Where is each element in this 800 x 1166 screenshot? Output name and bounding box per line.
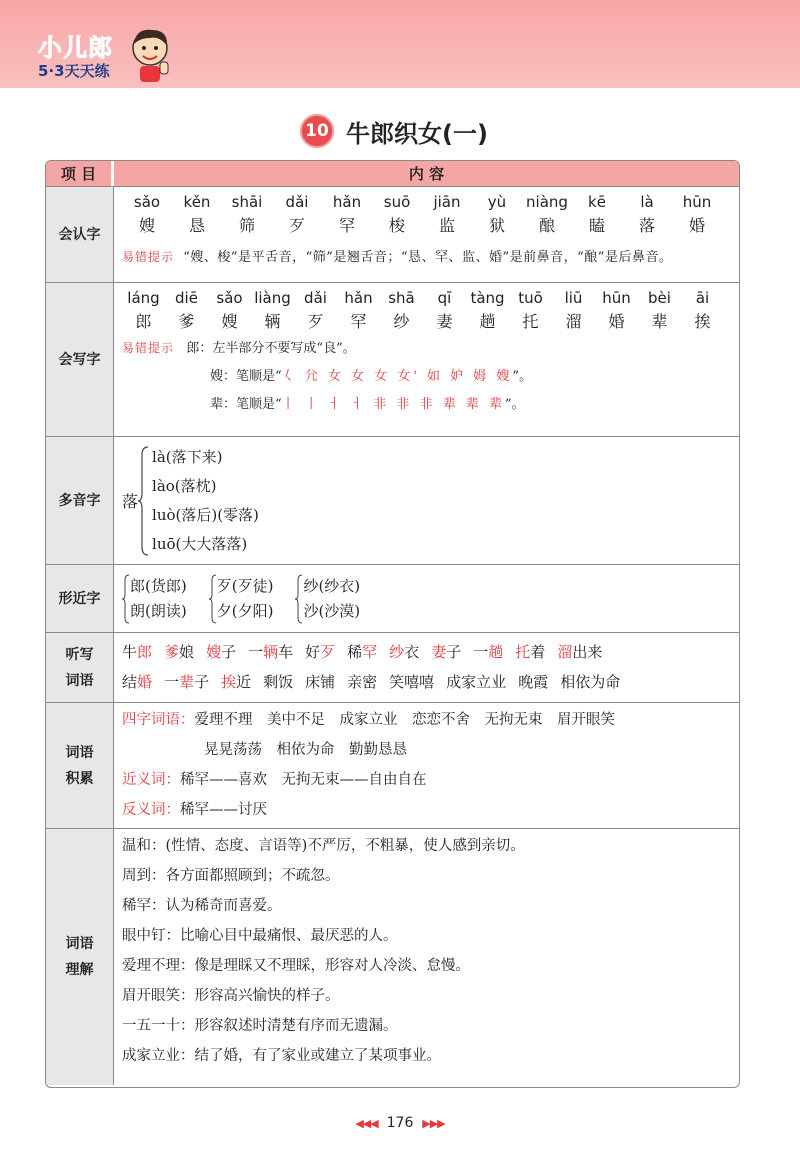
- definition-line: 温和：(性情、态度、言语等)不严厉，不粗暴，使人感到亲切。: [122, 838, 525, 854]
- label-line-1: 词语: [65, 744, 94, 761]
- reading-item: luō(大大落落): [152, 534, 248, 553]
- next-arrows-icon: ▶▶▶: [422, 1117, 445, 1130]
- table-header: [46, 161, 739, 187]
- similar-char-word: 夕(夕阳): [216, 601, 274, 620]
- hanzi-line: [122, 213, 731, 236]
- header-content: 内 容: [408, 165, 445, 183]
- hanzi: 歹: [288, 216, 305, 235]
- antonym-text: 稀罕——讨厌: [180, 802, 267, 818]
- row-content: [114, 703, 739, 828]
- row-content: [114, 829, 739, 1085]
- pinyin: sǎo: [133, 193, 161, 211]
- tip-label: 易错提示: [122, 250, 175, 264]
- row-jilei: [46, 703, 739, 829]
- dictation-word: 爹娘: [164, 643, 195, 661]
- page-footer: [0, 1115, 800, 1131]
- tip-2-suffix: ”。: [512, 369, 533, 384]
- hanzi: 婚: [688, 216, 705, 235]
- hanzi: 瞌: [588, 216, 605, 235]
- dictation-word: 妻子: [431, 643, 462, 661]
- hanzi: 梭: [388, 216, 405, 235]
- page-number: 176: [386, 1115, 414, 1131]
- pinyin: sǎo: [216, 289, 243, 307]
- lesson-number: 10: [300, 114, 334, 148]
- pinyin: tuō: [518, 289, 543, 307]
- pinyin: liàng: [254, 289, 291, 307]
- pinyin: niàng: [526, 193, 568, 211]
- stroke-order-bei: 丨 丨 ㅓ ㅓ 非 非 非 辈 辈 辈: [281, 397, 505, 412]
- synonym-label: 近义词：: [122, 772, 180, 788]
- similar-char-word: 纱(纱衣): [303, 576, 361, 595]
- hanzi: 酿: [538, 216, 555, 235]
- hanzi: 郎: [135, 312, 152, 331]
- row-label: 形近字: [46, 565, 114, 632]
- brand-logo: [34, 26, 174, 86]
- tip-3-prefix: 辈：笔顺是“: [210, 397, 282, 412]
- hanzi: 监: [438, 216, 455, 235]
- label-line-2: 理解: [65, 962, 94, 978]
- pinyin: bèi: [648, 289, 671, 307]
- dictation-word: 笑嘻嘻: [389, 673, 435, 691]
- hanzi: 纱: [393, 312, 410, 331]
- stroke-order-sao: 𡿨 𡯂 女 女 女 女' 如 妒 姆 嫂: [281, 369, 513, 384]
- brace-icon: [138, 445, 150, 557]
- pinyin: dǎi: [304, 289, 327, 307]
- definition-line: 眉开眼笑：形容高兴愉快的样子。: [122, 988, 340, 1004]
- pinyin: yù: [487, 193, 507, 211]
- hanzi: 筛: [238, 216, 255, 235]
- hanzi-line: [122, 309, 731, 332]
- hanzi: 挨: [694, 312, 711, 331]
- pinyin: láng: [127, 289, 160, 307]
- header-item: 项 目: [46, 161, 114, 186]
- lesson-title-text: 牛郎织女(一): [346, 119, 488, 148]
- dictation-word: 一辆车: [248, 643, 294, 661]
- hanzi: 歹: [307, 312, 324, 331]
- hanzi: 嫂: [138, 216, 155, 235]
- hanzi: 罕: [338, 216, 355, 235]
- pinyin: hǎn: [344, 289, 373, 307]
- dictation-word: 一趟: [473, 643, 504, 661]
- similar-char-group: [295, 574, 360, 624]
- pinyin: jiān: [433, 193, 461, 211]
- row-lijie: [46, 829, 739, 1085]
- row-duoyinzi: [46, 437, 739, 565]
- pinyin-line: [122, 289, 731, 307]
- row-label: 会认字: [46, 187, 114, 282]
- dictation-line-2: [122, 667, 731, 697]
- dictation-word: 好歹: [305, 643, 336, 661]
- row-label: [46, 633, 114, 702]
- similar-char-pair: [217, 574, 274, 624]
- dictation-line-1: [122, 637, 731, 667]
- pinyin: suō: [383, 193, 411, 211]
- dictation-word: 床铺: [305, 673, 336, 691]
- similar-char-pair: [303, 574, 360, 624]
- pinyin: diē: [175, 289, 198, 307]
- pinyin: shāi: [231, 193, 263, 211]
- mascot-boy-icon: [126, 26, 174, 84]
- row-label: 多音字: [46, 437, 114, 564]
- dictation-word: 托着: [515, 643, 546, 661]
- row-tingxie: [46, 633, 739, 703]
- similar-char-word: 朗(朗读): [130, 601, 187, 620]
- hanzi: 嫂: [221, 312, 238, 331]
- row-xingjinzi: [46, 565, 739, 633]
- tip-label: 易错提示: [122, 341, 175, 355]
- row-content: [114, 187, 739, 282]
- pinyin: shā: [388, 289, 415, 307]
- lesson-title: [300, 114, 488, 148]
- four-char-line-1: 爱理不理 美中不足 成家立业 恋恋不舍 无拘无束 眉开眼笑: [194, 712, 615, 728]
- dictation-word: 嫂子: [206, 643, 237, 661]
- brace-icon: [295, 574, 303, 624]
- pinyin-line: [122, 193, 731, 211]
- hanzi: 溜: [565, 312, 582, 331]
- row-label: 会写字: [46, 283, 114, 436]
- similar-char-group: [122, 574, 187, 624]
- pinyin: hǎn: [332, 193, 362, 211]
- reading-item: lào(落枕): [152, 476, 217, 495]
- study-table: [45, 160, 740, 1088]
- pinyin: kē: [588, 193, 606, 211]
- hanzi: 落: [638, 216, 655, 235]
- hanzi: 爹: [178, 312, 195, 331]
- hanzi: 恳: [188, 216, 205, 235]
- label-line-2: 积累: [65, 770, 94, 787]
- brace-icon: [122, 574, 130, 624]
- tip-text: “嫂、梭”是平舌音，“筛”是翘舌音；“恳、罕、监、婚”是前鼻音，“酿”是后鼻音。: [183, 250, 673, 265]
- dictation-word: 稀罕: [347, 643, 378, 661]
- row-content: [114, 437, 739, 564]
- dictation-word: 挨近: [221, 673, 252, 691]
- four-char-label: 四字词语：: [122, 712, 195, 728]
- hanzi: 托: [522, 312, 539, 331]
- row-content: [114, 565, 739, 632]
- dictation-word: 结婚: [122, 673, 153, 691]
- reading-item: là(落下来): [152, 447, 223, 466]
- row-label: [46, 703, 114, 828]
- reading-item: luò(落后)(零落): [152, 505, 259, 524]
- similar-char-pair: [130, 574, 187, 624]
- tip-2-prefix: 嫂：笔顺是“: [210, 369, 282, 384]
- hanzi: 罕: [350, 312, 367, 331]
- dictation-word: 成家立业: [446, 673, 507, 691]
- hanzi: 狱: [488, 216, 505, 235]
- prev-arrows-icon: ◀◀◀: [355, 1117, 378, 1130]
- dictation-word: 剩饭: [263, 673, 294, 691]
- similar-char-group: [209, 574, 274, 624]
- pinyin: dǎi: [285, 193, 309, 211]
- definition-line: 一五一十：形容叙述时清楚有序而无遗漏。: [122, 1018, 398, 1034]
- pinyin: hūn: [602, 289, 631, 307]
- row-huirenzi: [46, 187, 739, 283]
- dictation-word: 亲密: [347, 673, 378, 691]
- dictation-word: 溜出来: [557, 643, 603, 661]
- pinyin: hūn: [682, 193, 712, 211]
- brace-icon: [209, 574, 217, 624]
- row-content: [114, 633, 739, 702]
- dictation-word: 纱衣: [389, 643, 420, 661]
- pinyin: qī: [437, 289, 452, 307]
- reading-list: [152, 443, 259, 559]
- dictation-word: 晚霞: [518, 673, 549, 691]
- definition-line: 稀罕：认为稀奇而喜爱。: [122, 898, 282, 914]
- pinyin: tàng: [470, 289, 505, 307]
- pinyin: kěn: [183, 193, 211, 211]
- definition-line: 爱理不理：像是理睬又不理睬，形容对人冷淡、怠慢。: [122, 958, 470, 974]
- row-huixiezi: [46, 283, 739, 437]
- polyphone-char: 落: [122, 492, 139, 511]
- definition-line: 眼中钉：比喻心目中最痛恨、最厌恶的人。: [122, 928, 398, 944]
- similar-char-word: 沙(沙漠): [303, 601, 361, 620]
- hanzi: 婚: [608, 312, 625, 331]
- dictation-word: 相依为命: [560, 673, 621, 691]
- definition-line: 周到：各方面都照顾到；不疏忽。: [122, 868, 340, 884]
- pinyin: là: [640, 193, 654, 211]
- similar-char-word: 郎(货郎): [130, 576, 187, 595]
- label-line-1: 词语: [65, 936, 94, 952]
- dictation-word: 牛郎: [122, 643, 153, 661]
- similar-char-word: 歹(歹徒): [216, 576, 274, 595]
- tip-3-suffix: ”。: [504, 397, 525, 412]
- four-char-line-2: 晃晃荡荡 相依为命 勤勤恳恳: [204, 742, 407, 758]
- label-line-2: 词语: [65, 672, 94, 689]
- pinyin: liū: [564, 289, 583, 307]
- hanzi: 辈: [651, 312, 668, 331]
- row-label: [46, 829, 114, 1085]
- brand-name: 小儿郎: [38, 34, 113, 62]
- synonym-text: 稀罕——喜欢 无拘无束——自由自在: [180, 772, 427, 788]
- hanzi: 辆: [264, 312, 281, 331]
- label-line-1: 听写: [65, 646, 94, 663]
- tip-1: 郎：左半部分不要写成“良”。: [186, 341, 356, 356]
- pinyin: āi: [695, 289, 710, 307]
- hanzi: 妻: [436, 312, 453, 331]
- row-content: [114, 283, 739, 436]
- brand-series: 5·3天天练: [38, 62, 110, 80]
- definition-line: 成家立业：结了婚，有了家业或建立了某项事业。: [122, 1048, 441, 1064]
- antonym-label: 反义词：: [122, 802, 180, 818]
- dictation-word: 一辈子: [164, 673, 210, 691]
- hanzi: 趟: [479, 312, 496, 331]
